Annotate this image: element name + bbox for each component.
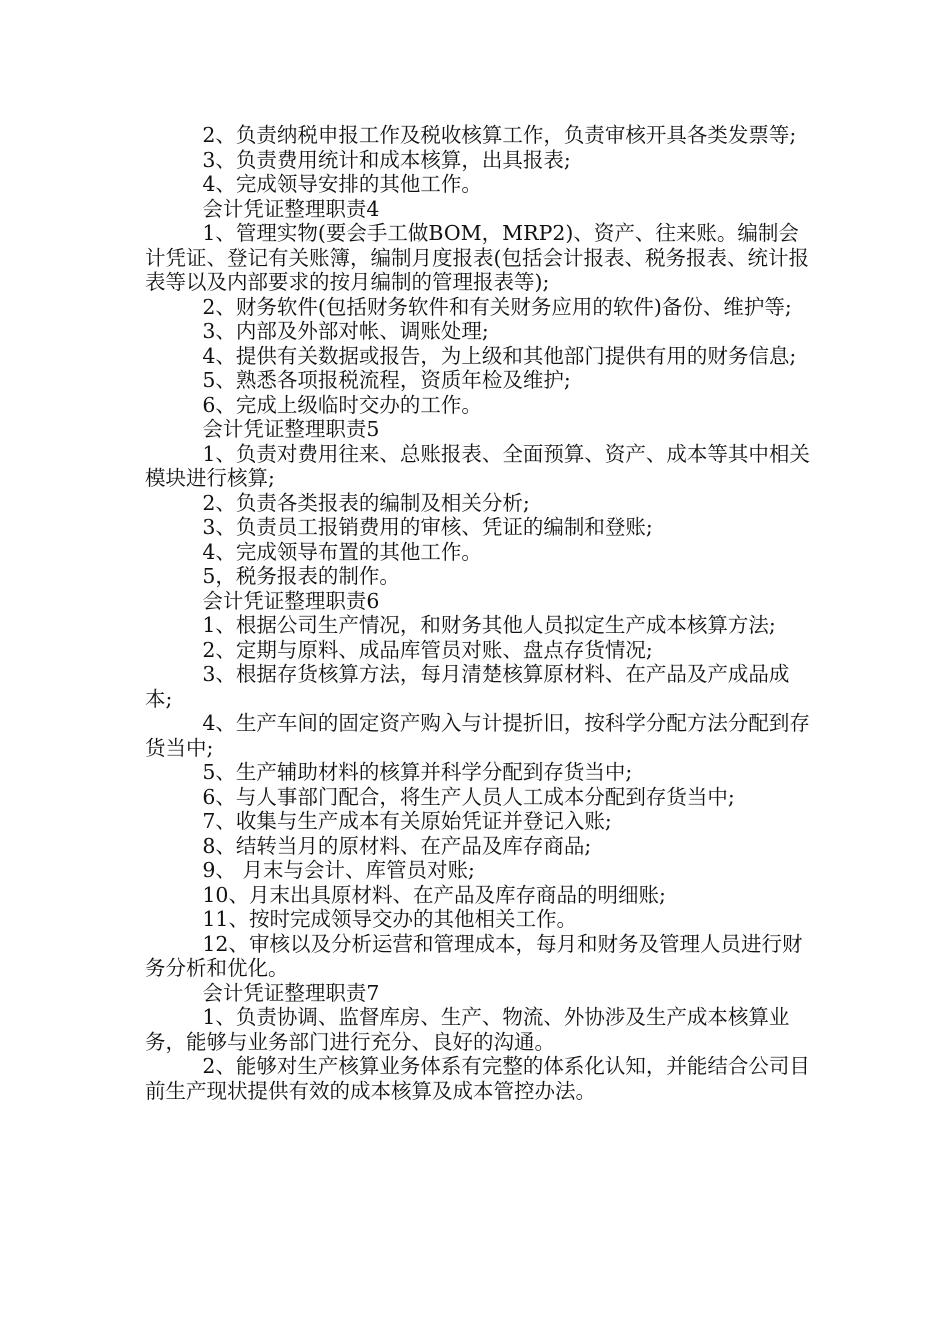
paragraph: 2、财务软件(包括财务软件和有关财务应用的软件)备份、维护等; [202, 294, 792, 319]
paragraph: 4、提供有关数据或报告，为上级和其他部门提供有用的财务信息; [202, 343, 797, 368]
paragraph: 1、负责协调、监督库房、生产、物流、外协涉及生产成本核算业务，能够与业务部门进行充分、良好的沟通。 [145, 1005, 790, 1054]
paragraph: 3、负责员工报销费用的审核、凭证的编制和登账; [202, 515, 653, 539]
paragraph: 5，税务报表的制作。 [202, 564, 400, 588]
paragraph: 6、与人事部门配合，将生产人员人工成本分配到存货当中; [202, 784, 735, 809]
paragraph: 3、内部及外部对帐、调账处理; [202, 319, 489, 343]
paragraph: 11、按时完成领导交办的其他相关工作。 [202, 907, 577, 931]
section-heading: 会计凭证整理职责7 [202, 980, 380, 1005]
paragraph: 4、生产车间的固定资产购入与计提折旧，按科学分配方法分配到存货当中; [145, 711, 810, 760]
paragraph: 7、收集与生产成本有关原始凭证并登记入账; [202, 809, 612, 833]
paragraph: 2、能够对生产核算业务体系有完整的体系化认知，并能结合公司目前生产现状提供有效的成本核算及成本管控办法。 [145, 1054, 810, 1103]
paragraph: 1、根据公司生产情况，和财务其他人员拟定生产成本核算方法; [202, 613, 776, 637]
paragraph: 10、月末出具原材料、在产品及库存商品的明细账; [202, 882, 666, 907]
section-heading: 会计凭证整理职责5 [202, 417, 380, 441]
paragraph: 12、审核以及分析运营和管理成本，每月和财务及管理人员进行财务分析和优化。 [145, 931, 803, 980]
paragraph: 4、完成领导安排的其他工作。 [202, 172, 482, 196]
paragraph: 5、生产辅助材料的核算并科学分配到存货当中; [202, 760, 633, 784]
paragraph: 2、定期与原料、成品库管员对账、盘点存货情况; [202, 637, 653, 662]
paragraph: 2、负责纳税申报工作及税收核算工作，负责审核开具各类发票等; [202, 123, 797, 147]
paragraph: 8、结转当月的原材料、在产品及库存商品; [202, 833, 592, 858]
paragraph: 3、根据存货核算方法，每月清楚核算原材料、在产品及产成品成本; [145, 662, 790, 711]
paragraph: 2、负责各类报表的编制及相关分析; [202, 490, 530, 515]
paragraph: 6、完成上级临时交办的工作。 [202, 392, 482, 417]
paragraph: 1、管理实物(要会手工做BOM，MRP2)、资产、往来账。编制会计凭证、登记有关账簿，编制月度报表(包括会计报表、税务报表、统计报表等以及内部要求的按月编制的管理报表等); [145, 221, 809, 294]
paragraph: 3、负责费用统计和成本核算，出具报表; [202, 147, 571, 172]
paragraph: 5、熟悉各项报税流程，资质年检及维护; [202, 368, 571, 392]
section-heading: 会计凭证整理职责4 [202, 196, 380, 221]
document-body [145, 123, 810, 1103]
paragraph: 1、负责对费用往来、总账报表、全面预算、资产、成本等其中相关模块进行核算; [145, 441, 810, 490]
paragraph: 4、完成领导布置的其他工作。 [202, 539, 482, 564]
section-heading: 会计凭证整理职责6 [202, 588, 380, 613]
paragraph: 9、 月末与会计、库管员对账; [202, 858, 475, 882]
